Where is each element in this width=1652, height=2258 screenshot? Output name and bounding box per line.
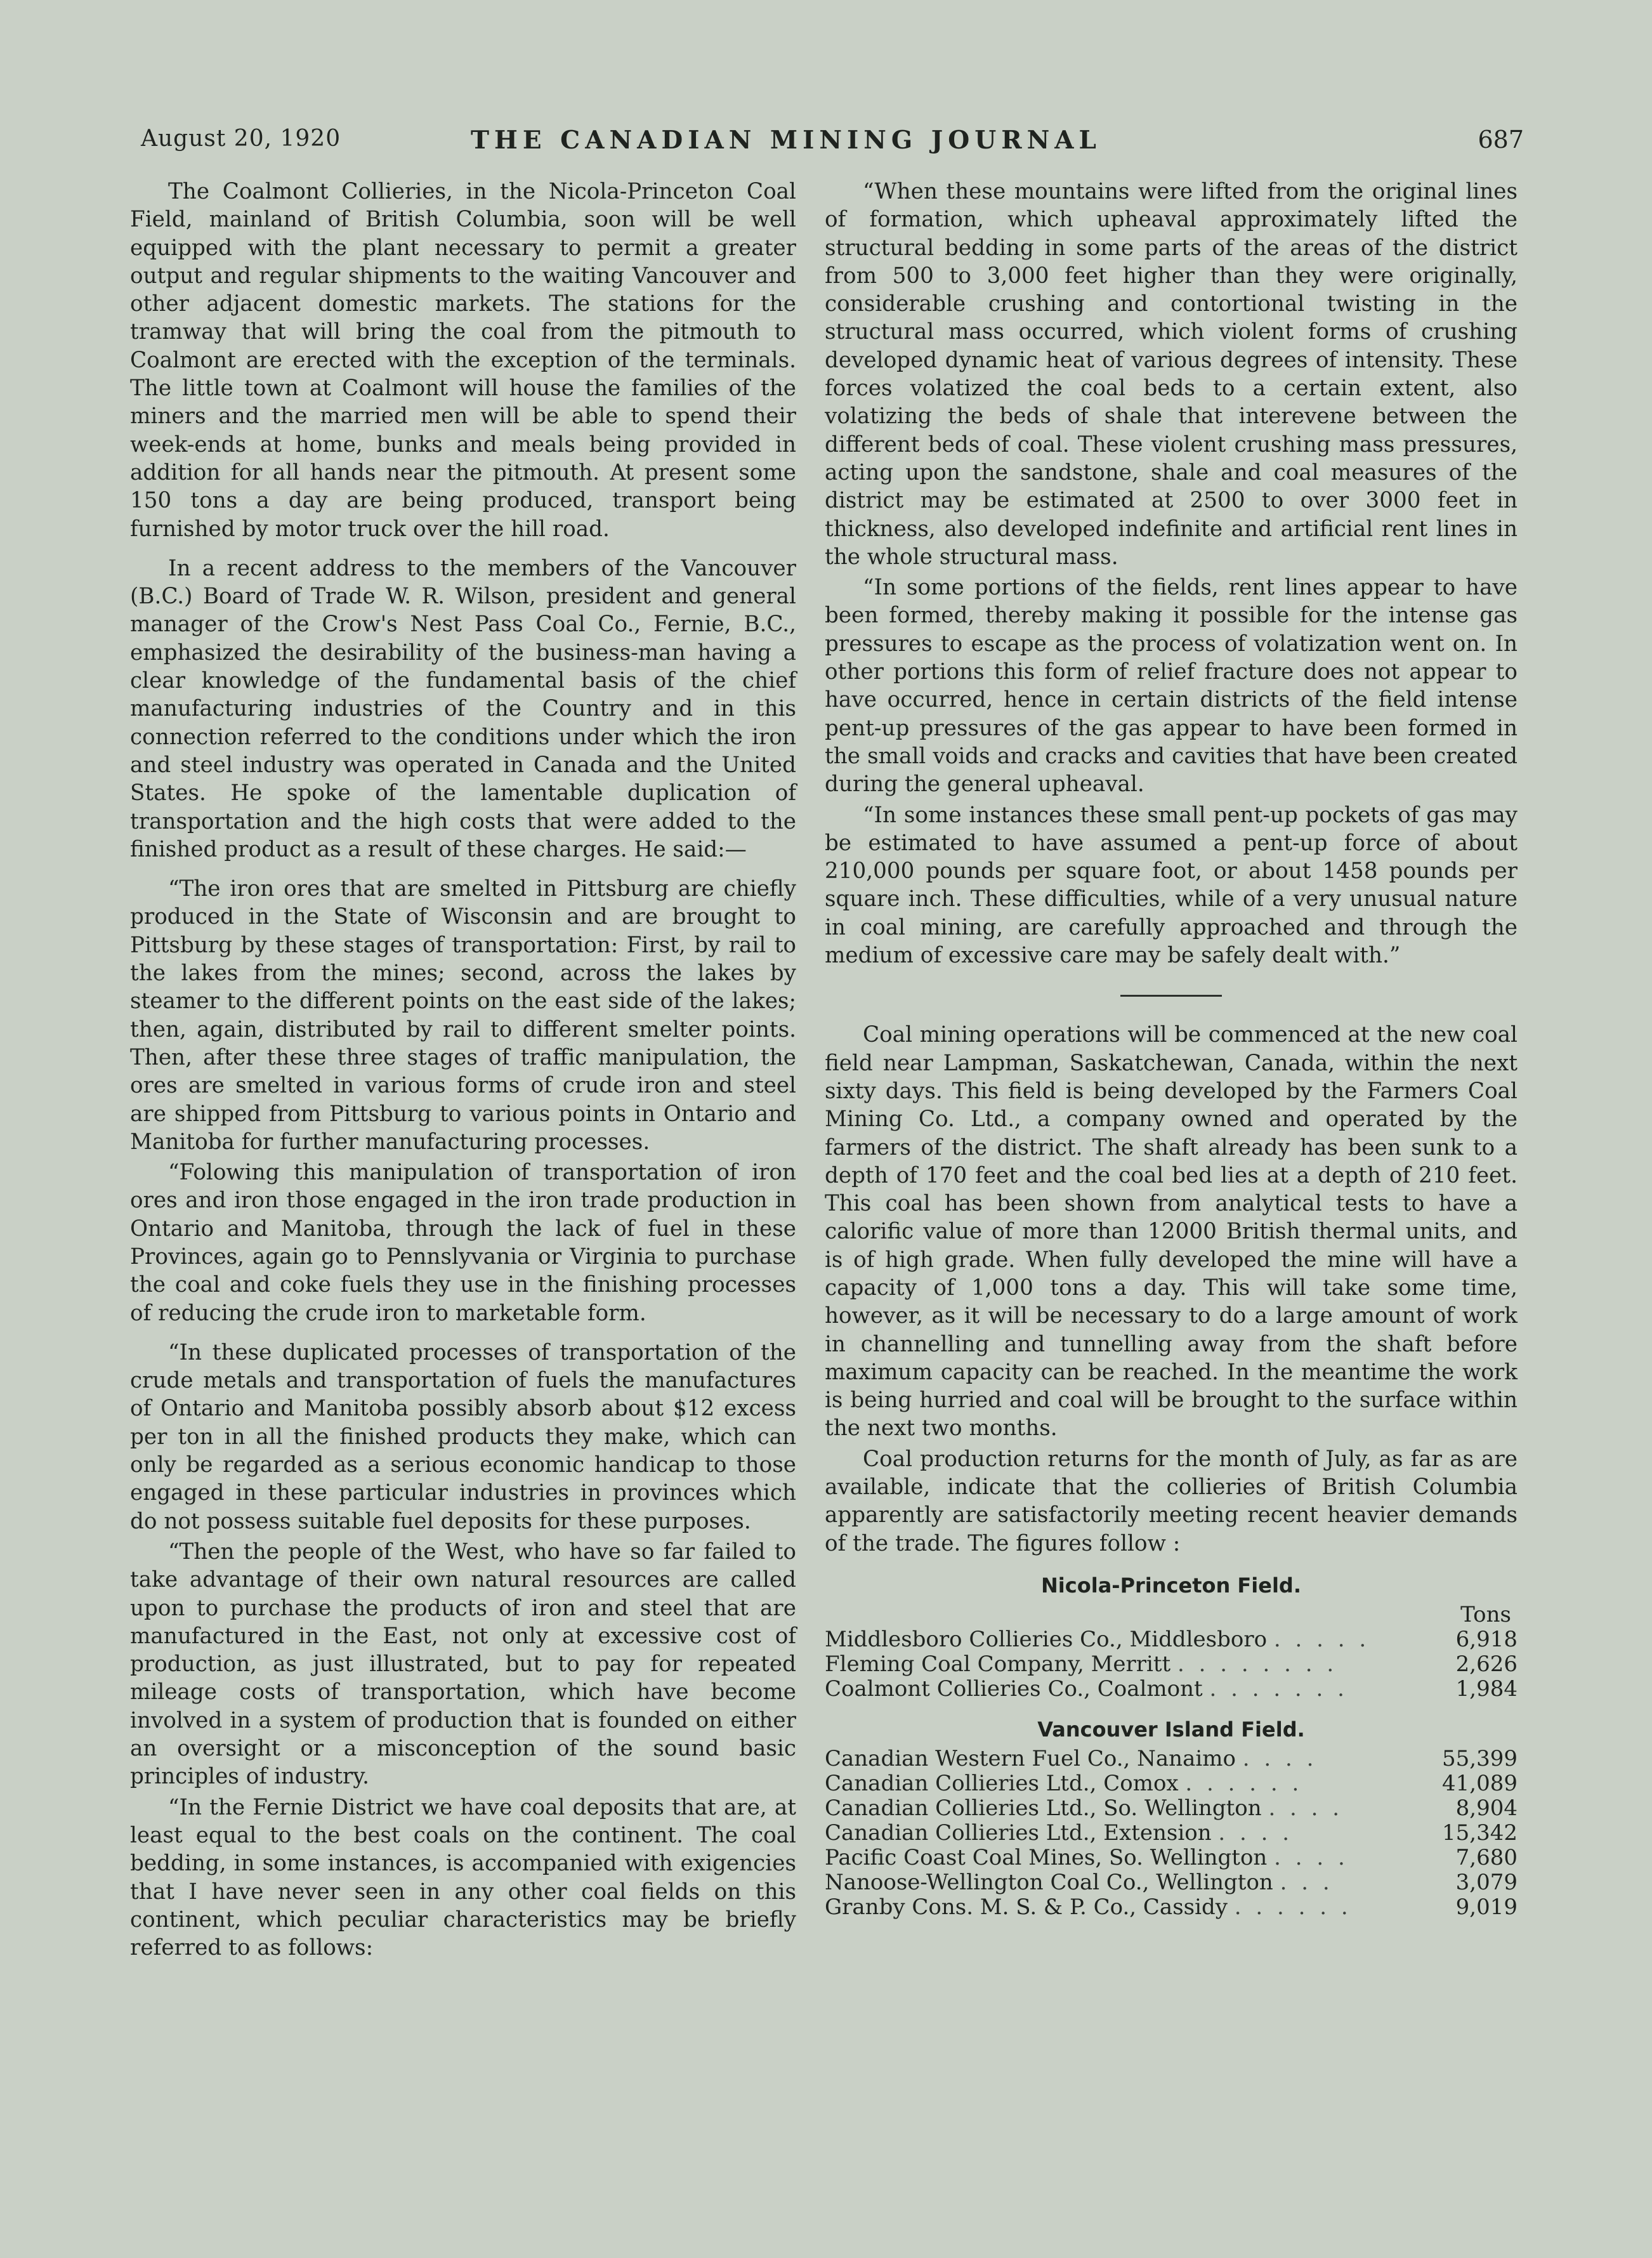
leader-dots: . . . . . — [1273, 1627, 1370, 1653]
paragraph-wilson-address: In a recent address to the members of the Vancouver (B.C.) Board of Trade W. R. Wilson, president and general manager of the Crow's Nest Pass Coal Co., Fernie, B.C., emphasized the desirability of the business-man having a clear knowledge of the fundamental basis of the chief manufacturing industries of the Country and in this connection referred to the conditions under which the iron and steel industry was operated in Canada and the United States. He spoke of the lamentable duplication of transportation and the high costs that were added to the finished product as a result of these charges. He said:— — [130, 555, 796, 862]
tonnage-value: 2,626 — [1455, 1651, 1518, 1677]
table-row — [825, 1846, 1518, 1870]
header-date: August 20, 1920 — [141, 126, 341, 152]
leader-dots: . . . . . . . — [1209, 1677, 1348, 1702]
tonnage-value: 55,399 — [1442, 1745, 1518, 1771]
colliery-name: Middlesboro Collieries Co., Middlesboro — [825, 1627, 1268, 1653]
leader-dots: . . . . — [1218, 1820, 1294, 1846]
journal-title: THE CANADIAN MINING JOURNAL — [471, 126, 1101, 155]
tonnage-value: 6,918 — [1455, 1627, 1518, 1653]
paragraph-people-of-west: “Then the people of the West, who have so far failed to take advantage of their own natural resources are called upon to purchase the products of iron and steel that are manufactured in the East, not only at excessive cost of production, as just illustrated, but to pay for repeated mileage costs of transportation, which have become involved in a system of production that is founded on either an oversight or a misconception of the sound basic principles of industry. — [130, 1539, 796, 1790]
paragraph-rent-lines: “In some portions of the fields, rent lines appear to have been formed, thereby making it possible for the intense gas pressures to escape as the process of volatization went on. In other portions this form of relief fracture does not appear to have occurred, hence in certain districts of the field intense pent-up pressures of the gas appear to have been formed in the small voids and cracks and cavities that have been created during the general upheaval. — [825, 575, 1518, 798]
leader-dots: . . . . — [1274, 1845, 1349, 1870]
table-row — [825, 1821, 1518, 1846]
section-divider — [1120, 995, 1222, 997]
colliery-name: Nanoose-Wellington Coal Co., Wellington — [825, 1870, 1273, 1895]
paragraph-duplicated-processes: “In these duplicated processes of transportation of the crude metals and transportation of fuels the manufactures of Ontario and Manitoba possibly absorb about $12 excess per ton in all the finished products they make, which can only be regarded as a serious economic handicap to those engaged in these particular industries in provinces which do not possess suitable fuel deposits for these purposes. — [130, 1339, 796, 1534]
tonnage-value: 8,904 — [1455, 1795, 1518, 1821]
tonnage-value: 3,079 — [1455, 1869, 1518, 1895]
nicola-production-table — [825, 1627, 1518, 1702]
leader-dots: . . . . — [1268, 1795, 1344, 1821]
nicola-field-title: Nicola-Princeton Field. — [1041, 1573, 1301, 1598]
vancouver-production-table — [825, 1747, 1518, 1920]
page-header — [141, 126, 1524, 164]
leader-dots: . . . . . . — [1185, 1771, 1303, 1796]
table-row — [825, 1747, 1518, 1771]
table-row — [825, 1627, 1518, 1652]
right-column — [825, 178, 1518, 1920]
paragraph-following-manipulation: “Folowing this manipulation of transportation of iron ores and iron those engaged in the iron trade production in Ontario and Manitoba, through the lack of fuel in these Provinces, again go to Pennslyvania or Virginia to purchase the coal and coke fuels they use in the finishing processes of reducing the crude iron to marketable form. — [130, 1160, 796, 1326]
page-number: 687 — [1478, 126, 1524, 154]
table-row — [825, 1677, 1518, 1702]
paragraph-production-returns: Coal production returns for the month of July, as far as are available, indicate that the collieries of British Columbia apparently are satisfactorily meeting recent heavier demands of the trade. The figures follow : — [825, 1446, 1518, 1556]
colliery-name: Canadian Collieries Ltd., So. Wellington — [825, 1795, 1262, 1821]
table-row — [825, 1771, 1518, 1796]
colliery-name: Canadian Collieries Ltd., Comox — [825, 1771, 1179, 1796]
vancouver-field-title: Vancouver Island Field. — [1037, 1717, 1305, 1742]
colliery-name: Coalmont Collieries Co., Coalmont — [825, 1677, 1203, 1702]
leader-dots: . . . — [1280, 1870, 1334, 1895]
tonnage-value: 1,984 — [1455, 1676, 1518, 1702]
paragraph-pent-up-pockets: “In some instances these small pent-up pockets of gas may be estimated to have assumed a pent-up force of about 210,000 pounds per square foot, or about 1458 pounds per square inch. These difficulties, while of a very unusual nature in coal mining, are carefully approached and through the medium of excessive care may be safely dealt with.” — [825, 802, 1518, 969]
tonnage-value: 9,019 — [1455, 1894, 1518, 1920]
leader-dots: . . . . — [1242, 1746, 1318, 1771]
table-row — [825, 1796, 1518, 1821]
paragraph-iron-ores: “The iron ores that are smelted in Pittsburg are chiefly produced in the State of Wisconsin and are brought to Pittsburg by these stages of transportation: First, by rail to the lakes from the mines; second, across the lakes by steamer to the different points on the east side of the lakes; then, again, distributed by rail to different smelter points. Then, after these three stages of traffic manipulation, the ores are smelted in various forms of crude iron and steel are shipped from Pittsburg to various points in Ontario and Manitoba for further manufacturing processes. — [130, 876, 796, 1155]
table-row — [825, 1652, 1518, 1677]
table-row — [825, 1895, 1518, 1920]
paragraph-mountains-lifted: “When these mountains were lifted from the original lines of formation, which upheaval approximately lifted the structural bedding in some parts of the areas of the district from 500 to 3,000 feet higher than they were originally, considerable crushing and contortional twisting in the structural mass occurred, which violent forms of crushing developed dynamic heat of various degrees of intensity. These forces volatized the coal beds to a certain extent, also volatizing the beds of shale that interevene between the different beds of coal. These violent crushing mass pressures, acting upon the sandstone, shale and coal measures of the district may be estimated at 2500 to over 3000 feet in thickness, also developed indefinite and artificial rent lines in the whole structural mass. — [825, 179, 1518, 570]
colliery-name: Canadian Collieries Ltd., Extension — [825, 1820, 1212, 1846]
colliery-name: Pacific Coast Coal Mines, So. Wellington — [825, 1845, 1268, 1870]
tonnage-value: 7,680 — [1455, 1844, 1518, 1870]
left-column — [130, 178, 796, 1962]
table-row — [825, 1870, 1518, 1895]
leader-dots: . . . . . . . . — [1177, 1652, 1338, 1677]
paragraph-fernie-district: “In the Fernie District we have coal deposits that are, at least equal to the best coals on the continent. The coal bedding, in some instances, is accompanied with exigencies that I have never seen in any other coal fields on this continent, which peculiar characteristics may be briefly referred to as follows: — [130, 1794, 796, 1961]
leader-dots: . . . . . . — [1234, 1894, 1352, 1920]
paragraph-lampman-field: Coal mining operations will be commenced at the new coal field near Lampman, Saskatchewan, Canada, within the next sixty days. This field is being developed by the Farmers Coal Mining Co. Ltd., a company owned and operated by the farmers of the district. The shaft already has been sunk to a depth of 170 feet and the coal bed lies at a depth of 210 feet. This coal has been shown from analytical tests to have a calorific value of more than 12000 British thermal units, and is of high grade. When fully developed the mine will have a capacity of 1,000 tons a day. This will take some time, however, as it will be necessary to do a large amount of work in channelling and tunnelling away from the shaft before maximum capacity can be reached. In the meantime the work is being hurried and coal will be brought to the surface within the next two months. — [825, 1022, 1518, 1441]
colliery-name: Fleming Coal Company, Merritt — [825, 1652, 1171, 1677]
tonnage-value: 41,089 — [1442, 1770, 1518, 1796]
tonnage-value: 15,342 — [1442, 1820, 1518, 1846]
colliery-name: Canadian Western Fuel Co., Nanaimo — [825, 1746, 1236, 1771]
tons-column-header: Tons — [1460, 1602, 1511, 1628]
colliery-name: Granby Cons. M. S. & P. Co., Cassidy — [825, 1894, 1228, 1920]
paragraph-coalmont: The Coalmont Collieries, in the Nicola-Princeton Coal Field, mainland of British Columbia, soon will be well equipped with the plant necessary to permit a greater output and regular shipments to the waiting Vancouver and other adjacent domestic markets. The stations for the tramway that will bring the coal from the pitmouth to Coalmont are erected with the exception of the terminals. The little town at Coalmont will house the families of the miners and the married men will be able to spend their week-ends at home, bunks and meals being provided in addition for all hands near the pitmouth. At present some 150 tons a day are being produced, transport being furnished by motor truck over the hill road. — [130, 179, 796, 542]
